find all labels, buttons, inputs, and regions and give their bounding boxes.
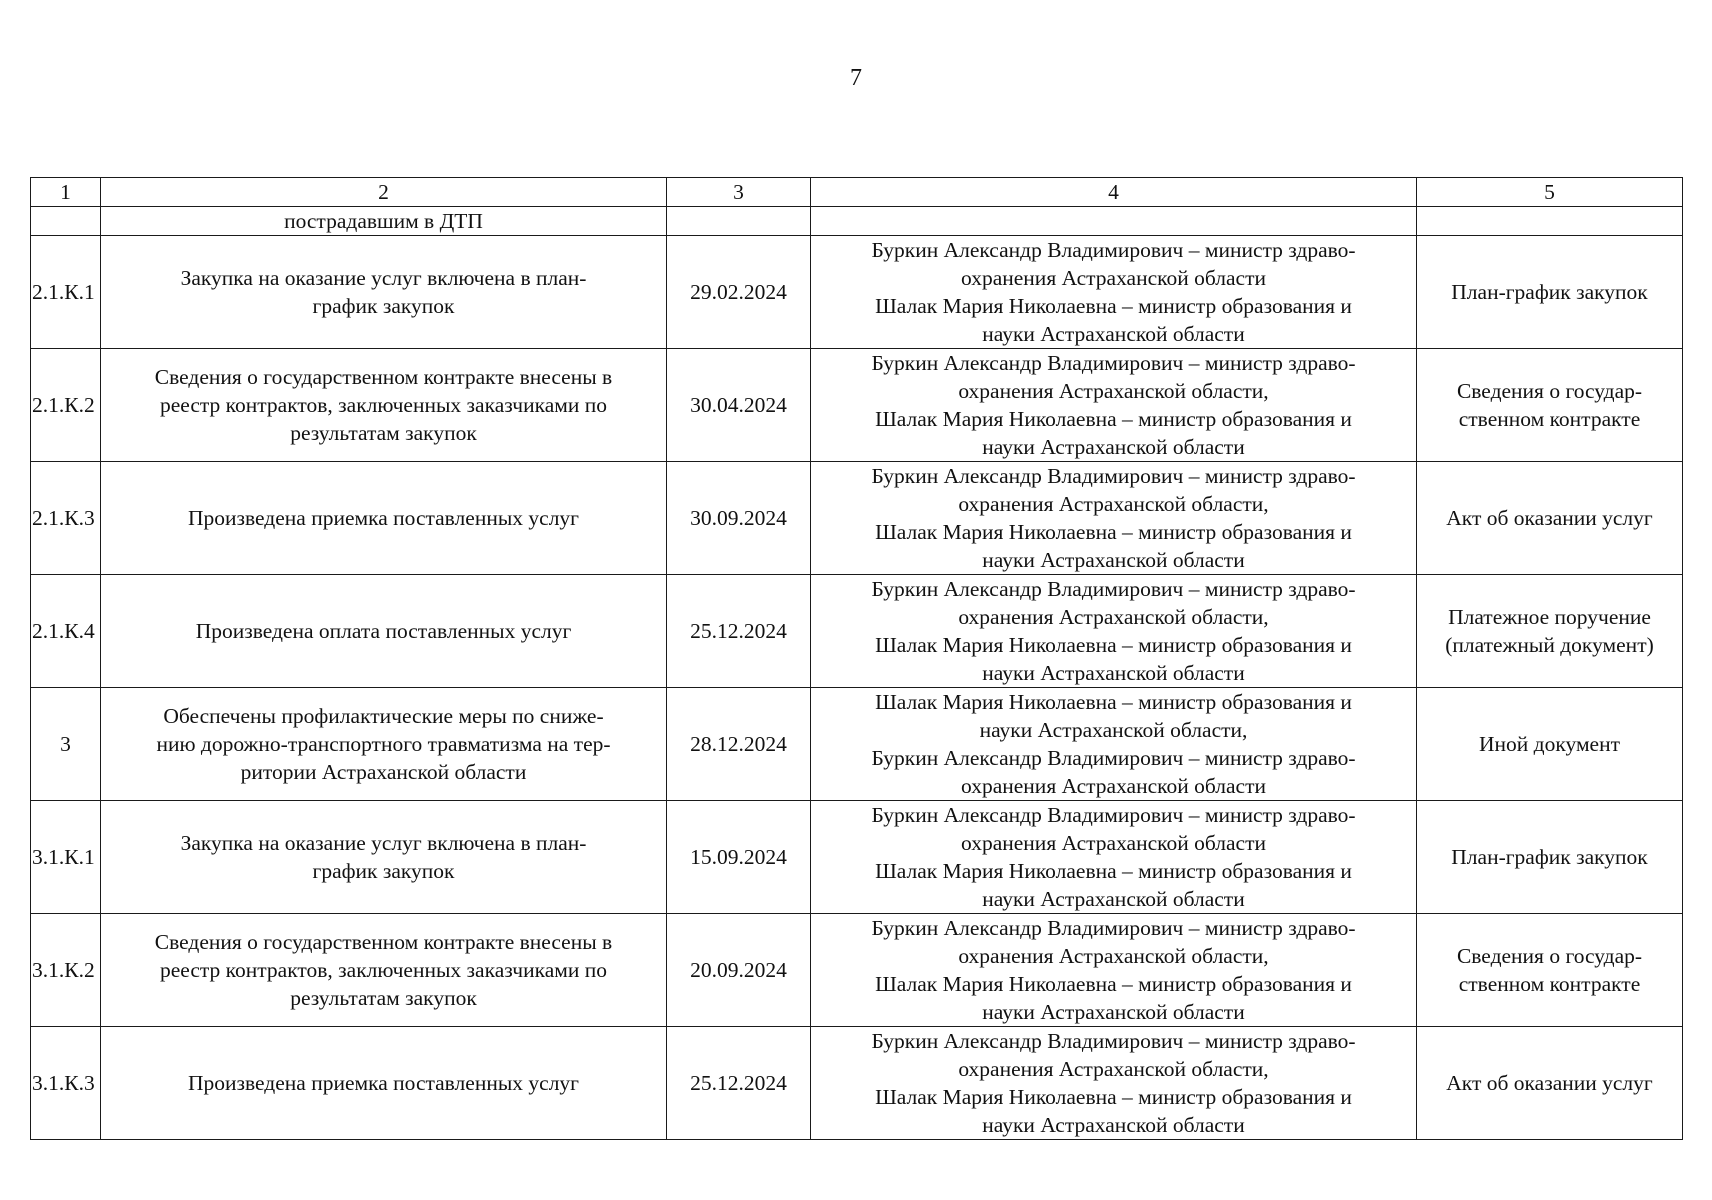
cell-responsible-line: охранения Астраханской области,: [958, 492, 1269, 516]
cell-responsible-line: Буркин Александр Владимирович – министр здраво-: [871, 916, 1356, 940]
cell-event: [101, 1027, 667, 1140]
cell-date: 25.12.2024: [667, 1027, 811, 1140]
cell-responsible: [811, 914, 1417, 1027]
cell-document: [1417, 914, 1683, 1027]
cell-document: [1417, 575, 1683, 688]
cell-date: 30.09.2024: [667, 462, 811, 575]
cell-event: [101, 349, 667, 462]
continuation-text: пострадавшим в ДТП: [101, 207, 667, 236]
cell-responsible: [811, 462, 1417, 575]
cell-responsible: [811, 688, 1417, 801]
continuation-code: [31, 207, 101, 236]
cell-code: 3.1.К.3: [31, 1027, 101, 1140]
cell-code: 2.1.К.1: [31, 236, 101, 349]
table-row: [31, 575, 1683, 688]
cell-responsible-line: науки Астраханской области: [982, 322, 1245, 346]
cell-code: 3: [31, 688, 101, 801]
cell-date: 30.04.2024: [667, 349, 811, 462]
table-row: [31, 462, 1683, 575]
cell-responsible-line: Буркин Александр Владимирович – министр здраво-: [871, 464, 1356, 488]
cell-date: 28.12.2024: [667, 688, 811, 801]
cell-responsible-line: охранения Астраханской области,: [958, 605, 1269, 629]
cell-document: [1417, 688, 1683, 801]
cell-code: 3.1.К.1: [31, 801, 101, 914]
cell-event-line: Сведения о государственном контракте внесены в: [154, 930, 613, 954]
cell-document: [1417, 236, 1683, 349]
cell-event-line: результатам закупок: [290, 986, 477, 1010]
cell-event-line: реестр контрактов, заключенных заказчиками по: [159, 958, 608, 982]
continuation-document: [1417, 207, 1683, 236]
header-cell-3: 3: [667, 178, 811, 207]
cell-document-line: ственном контракте: [1458, 407, 1641, 431]
cell-event-line: Произведена оплата поставленных услуг: [195, 619, 572, 643]
cell-event-line: график закупок: [312, 294, 455, 318]
header-cell-2: 2: [101, 178, 667, 207]
cell-document-line: ственном контракте: [1458, 972, 1641, 996]
cell-responsible-line: Буркин Александр Владимирович – министр здраво-: [871, 238, 1356, 262]
cell-date: 15.09.2024: [667, 801, 811, 914]
cell-date: 20.09.2024: [667, 914, 811, 1027]
continuation-responsible: [811, 207, 1417, 236]
cell-responsible-line: науки Астраханской области: [982, 1113, 1245, 1137]
cell-event-line: результатам закупок: [290, 421, 477, 445]
continuation-date: [667, 207, 811, 236]
cell-responsible-line: охранения Астраханской области,: [958, 1057, 1269, 1081]
cell-responsible-line: охранения Астраханской области: [961, 266, 1266, 290]
cell-date: 29.02.2024: [667, 236, 811, 349]
cell-document-line: (платежный документ): [1445, 633, 1654, 657]
cell-responsible-line: Шалак Мария Николаевна – министр образования и: [875, 1085, 1352, 1109]
plan-table: [30, 177, 1683, 1140]
cell-event-line: нию дорожно-транспортного травматизма на тер-: [156, 732, 611, 756]
header-cell-5: 5: [1417, 178, 1683, 207]
table-row: [31, 801, 1683, 914]
cell-event-line: Закупка на оказание услуг включена в план-: [180, 831, 587, 855]
cell-code: 2.1.К.4: [31, 575, 101, 688]
cell-event-line: Закупка на оказание услуг включена в план-: [180, 266, 587, 290]
cell-responsible-line: охранения Астраханской области: [961, 774, 1266, 798]
cell-responsible-line: Шалак Мария Николаевна – министр образования и: [875, 633, 1352, 657]
cell-event: [101, 236, 667, 349]
cell-event: [101, 462, 667, 575]
cell-document: [1417, 801, 1683, 914]
cell-responsible-line: охранения Астраханской области,: [958, 379, 1269, 403]
cell-document-line: План-график закупок: [1451, 845, 1648, 869]
cell-event-line: Обеспечены профилактические меры по сниже-: [163, 704, 604, 728]
table-row: [31, 1027, 1683, 1140]
cell-event: [101, 801, 667, 914]
cell-document-line: Акт об оказании услуг: [1446, 506, 1653, 530]
cell-event-line: Произведена приемка поставленных услуг: [187, 506, 579, 530]
cell-responsible-line: науки Астраханской области: [982, 661, 1245, 685]
cell-event-line: реестр контрактов, заключенных заказчиками по: [159, 393, 608, 417]
cell-event-line: Сведения о государственном контракте внесены в: [154, 365, 613, 389]
table-body: [31, 236, 1683, 1140]
cell-responsible: [811, 1027, 1417, 1140]
cell-event-line: график закупок: [312, 859, 455, 883]
page-number: 7: [850, 65, 862, 91]
cell-event: [101, 914, 667, 1027]
header-cell-4: 4: [811, 178, 1417, 207]
cell-document: [1417, 462, 1683, 575]
cell-responsible-line: науки Астраханской области: [982, 887, 1245, 911]
cell-responsible-line: Буркин Александр Владимирович – министр здраво-: [871, 803, 1356, 827]
cell-responsible-line: охранения Астраханской области: [961, 831, 1266, 855]
cell-document-line: План-график закупок: [1451, 280, 1648, 304]
cell-responsible-line: Буркин Александр Владимирович – министр здраво-: [871, 746, 1356, 770]
cell-document-line: Сведения о государ-: [1456, 379, 1643, 403]
cell-document: [1417, 1027, 1683, 1140]
cell-date: 25.12.2024: [667, 575, 811, 688]
cell-code: 2.1.К.2: [31, 349, 101, 462]
continuation-row: [31, 207, 1683, 236]
cell-event-line: ритории Астраханской области: [240, 760, 527, 784]
cell-responsible: [811, 575, 1417, 688]
cell-responsible-line: науки Астраханской области: [982, 548, 1245, 572]
cell-event-line: Произведена приемка поставленных услуг: [187, 1071, 579, 1095]
cell-responsible-line: Шалак Мария Николаевна – министр образования и: [875, 972, 1352, 996]
cell-document-line: Акт об оказании услуг: [1446, 1071, 1653, 1095]
cell-responsible-line: науки Астраханской области: [982, 1000, 1245, 1024]
cell-responsible-line: Шалак Мария Николаевна – министр образования и: [875, 520, 1352, 544]
table-row: [31, 236, 1683, 349]
cell-code: 2.1.К.3: [31, 462, 101, 575]
cell-event: [101, 575, 667, 688]
cell-code: 3.1.К.2: [31, 914, 101, 1027]
cell-responsible-line: Буркин Александр Владимирович – министр здраво-: [871, 1029, 1356, 1053]
header-row: [31, 178, 1683, 207]
cell-responsible: [811, 236, 1417, 349]
cell-document-line: Сведения о государ-: [1456, 944, 1643, 968]
cell-responsible: [811, 801, 1417, 914]
cell-document-line: Платежное поручение: [1448, 605, 1651, 629]
cell-responsible-line: Шалак Мария Николаевна – министр образования и: [875, 294, 1352, 318]
cell-document: [1417, 349, 1683, 462]
cell-responsible-line: Шалак Мария Николаевна – министр образования и: [875, 407, 1352, 431]
cell-responsible: [811, 349, 1417, 462]
cell-responsible-line: науки Астраханской области,: [979, 718, 1248, 742]
cell-responsible-line: охранения Астраханской области,: [958, 944, 1269, 968]
cell-responsible-line: Шалак Мария Николаевна – министр образования и: [875, 859, 1352, 883]
cell-event: [101, 688, 667, 801]
cell-document-line: Иной документ: [1478, 732, 1620, 756]
cell-responsible-line: Шалак Мария Николаевна – министр образования и: [875, 690, 1352, 714]
table-row: [31, 914, 1683, 1027]
table-row: [31, 349, 1683, 462]
header-cell-1: 1: [31, 178, 101, 207]
cell-responsible-line: Буркин Александр Владимирович – министр здраво-: [871, 577, 1356, 601]
table-row: [31, 688, 1683, 801]
cell-responsible-line: науки Астраханской области: [982, 435, 1245, 459]
cell-responsible-line: Буркин Александр Владимирович – министр здраво-: [871, 351, 1356, 375]
